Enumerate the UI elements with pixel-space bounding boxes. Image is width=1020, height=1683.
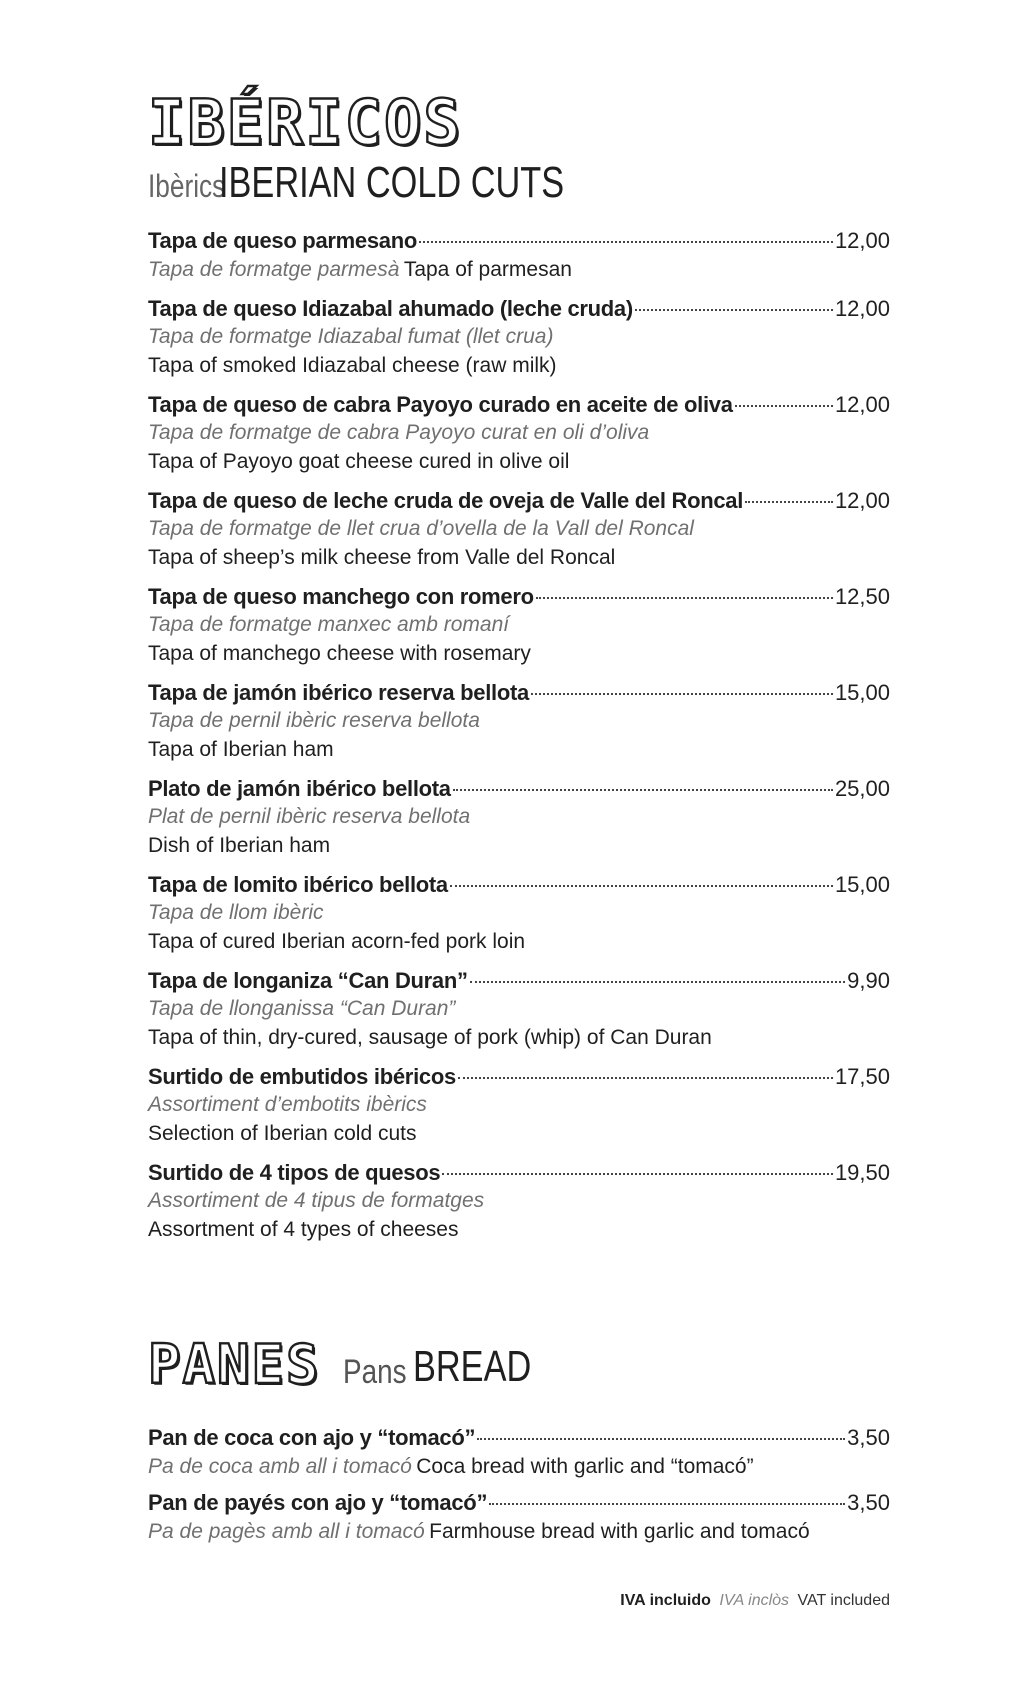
menu-item-price: 17,50 [834, 1064, 890, 1089]
menu-item [148, 679, 890, 764]
tax-note [620, 1592, 890, 1610]
menu-item-name: Tapa de queso Idiazabal ahumado (leche cruda) [148, 296, 633, 321]
section-header-ibericos [148, 86, 661, 208]
section-title: PANES [148, 1333, 321, 1396]
menu-item-price: 12,00 [834, 296, 890, 321]
menu-item-english: Tapa of Iberian ham [148, 738, 334, 761]
menu-item-price: 3,50 [847, 1425, 890, 1450]
menu-item [148, 227, 890, 284]
menu-item-price: 19,50 [834, 1160, 890, 1185]
dot-leader [453, 789, 833, 791]
menu-item-english: Farmhouse bread with garlic and tomacó [429, 1520, 810, 1543]
menu-item [148, 487, 890, 572]
menu-item-row [148, 583, 890, 611]
section-subtitle-catalan: Pans [343, 1353, 407, 1391]
menu-item-english: Tapa of sheep’s milk cheese from Valle del Roncal [148, 546, 616, 569]
menu-item-price: 9,90 [847, 968, 890, 993]
menu-item [148, 1424, 890, 1481]
menu-item-name: Plato de jamón ibérico bellota [148, 776, 451, 801]
dot-leader [470, 981, 845, 983]
menu-item-name: Tapa de queso de cabra Payoyo curado en aceite de oliva [148, 392, 733, 417]
menu-item-price: 15,00 [834, 680, 890, 705]
menu-item-catalan: Tapa de formatge de llet crua d’ovella de la Vall del Roncal [148, 517, 694, 540]
menu-item-catalan: Tapa de llom ibèric [148, 901, 324, 924]
menu-item-row [148, 1489, 890, 1517]
menu-item-row [148, 227, 890, 255]
menu-item-catalan: Pa de coca amb all i tomacó [148, 1455, 412, 1478]
menu-item-name: Tapa de longaniza “Can Duran” [148, 968, 468, 993]
menu-item-row [148, 967, 890, 995]
menu-item [148, 583, 890, 668]
menu-item-name: Surtido de embutidos ibéricos [148, 1064, 456, 1089]
dot-leader [442, 1173, 833, 1175]
menu-item-english: Coca bread with garlic and “tomacó” [416, 1455, 754, 1478]
menu-item-row [148, 871, 890, 899]
menu-item-catalan: Pa de pagès amb all i tomacó [148, 1520, 425, 1543]
menu-item-english: Tapa of manchego cheese with rosemary [148, 642, 531, 665]
section-subtitle-catalan: Ibèrics [148, 168, 226, 204]
menu-item-english: Tapa of parmesan [403, 258, 572, 281]
menu-item-catalan: Tapa de pernil ibèric reserva bellota [148, 709, 480, 732]
dot-leader [450, 885, 833, 887]
menu-item-name: Pan de payés con ajo y “tomacó” [148, 1490, 488, 1515]
menu-item-catalan: Plat de pernil ibèric reserva bellota [148, 805, 471, 828]
menu-item [148, 391, 890, 476]
menu-item-row [148, 487, 890, 515]
dot-leader [531, 693, 833, 695]
menu-item-name: Tapa de jamón ibérico reserva bellota [148, 680, 529, 705]
tax-note-catalan: IVA inclòs [719, 1592, 790, 1609]
menu-item-price: 25,00 [834, 776, 890, 801]
menu-item-row [148, 775, 890, 803]
menu-item-catalan: Tapa de llonganissa “Can Duran” [148, 997, 456, 1020]
menu-item [148, 1063, 890, 1148]
menu-item-catalan: Tapa de formatge parmesà [148, 258, 400, 281]
section-header-panes [148, 1333, 565, 1396]
menu-item-row [148, 295, 890, 323]
menu-item-english: Selection of Iberian cold cuts [148, 1122, 417, 1145]
menu-item-price: 12,50 [834, 584, 890, 609]
menu-item-catalan: Assortiment de 4 tipus de formatges [148, 1189, 485, 1212]
menu-item-name: Tapa de queso parmesano [148, 228, 417, 253]
menu-item-price: 12,00 [834, 392, 890, 417]
dot-leader [477, 1438, 845, 1440]
menu-item-name: Surtido de 4 tipos de quesos [148, 1160, 441, 1185]
menu-item-name: Pan de coca con ajo y “tomacó” [148, 1425, 476, 1450]
menu-item-english: Tapa of cured Iberian acorn-fed pork loin [148, 930, 526, 953]
dot-leader [745, 501, 833, 503]
menu-item-price: 3,50 [847, 1490, 890, 1515]
menu-item-catalan: Tapa de formatge manxec amb romaní [148, 613, 510, 636]
dot-leader [536, 597, 833, 599]
menu-item-english: Assortment of 4 types of cheeses [148, 1218, 459, 1241]
menu-item-english: Tapa of smoked Idiazabal cheese (raw milk) [148, 354, 557, 377]
dot-leader [419, 241, 833, 243]
menu-item-row [148, 1159, 890, 1187]
menu-item-row [148, 679, 890, 707]
dot-leader [735, 405, 833, 407]
menu-items-panes [148, 1424, 890, 1554]
menu-item [148, 775, 890, 860]
menu-item [148, 967, 890, 1052]
menu-item-english: Tapa of thin, dry-cured, sausage of pork (whip) of Can Duran [148, 1026, 712, 1049]
menu-item-name: Tapa de lomito ibérico bellota [148, 872, 448, 897]
menu-item-row [148, 391, 890, 419]
menu-item [148, 1159, 890, 1244]
menu-item-row [148, 1424, 890, 1452]
menu-item [148, 295, 890, 380]
menu-item-catalan: Assortiment d’embotits ibèrics [148, 1093, 427, 1116]
dot-leader [635, 309, 833, 311]
dot-leader [489, 1503, 845, 1505]
menu-item [148, 871, 890, 956]
menu-item-price: 12,00 [834, 228, 890, 253]
menu-item [148, 1489, 890, 1546]
menu-item-english: Dish of Iberian ham [148, 834, 331, 857]
menu-item-price: 15,00 [834, 872, 890, 897]
menu-item-english: Tapa of Payoyo goat cheese cured in olive oil [148, 450, 570, 473]
section-subtitle-english: BREAD [412, 1342, 532, 1391]
tax-note-english: VAT included [797, 1592, 890, 1609]
section-subtitle-english: IBERIAN COLD CUTS [218, 158, 564, 207]
dot-leader [458, 1077, 833, 1079]
section-title: IBÉRICOS [148, 86, 463, 159]
menu-item-name: Tapa de queso manchego con romero [148, 584, 534, 609]
menu-item-catalan: Tapa de formatge de cabra Payoyo curat en oli d’oliva [148, 421, 650, 444]
menu-items-ibericos [148, 227, 890, 1255]
menu-item-price: 12,00 [834, 488, 890, 513]
menu-item-row [148, 1063, 890, 1091]
menu-item-catalan: Tapa de formatge Idiazabal fumat (llet crua) [148, 325, 554, 348]
menu-item-name: Tapa de queso de leche cruda de oveja de Valle del Roncal [148, 488, 744, 513]
tax-note-spanish: IVA incluido [620, 1592, 711, 1609]
